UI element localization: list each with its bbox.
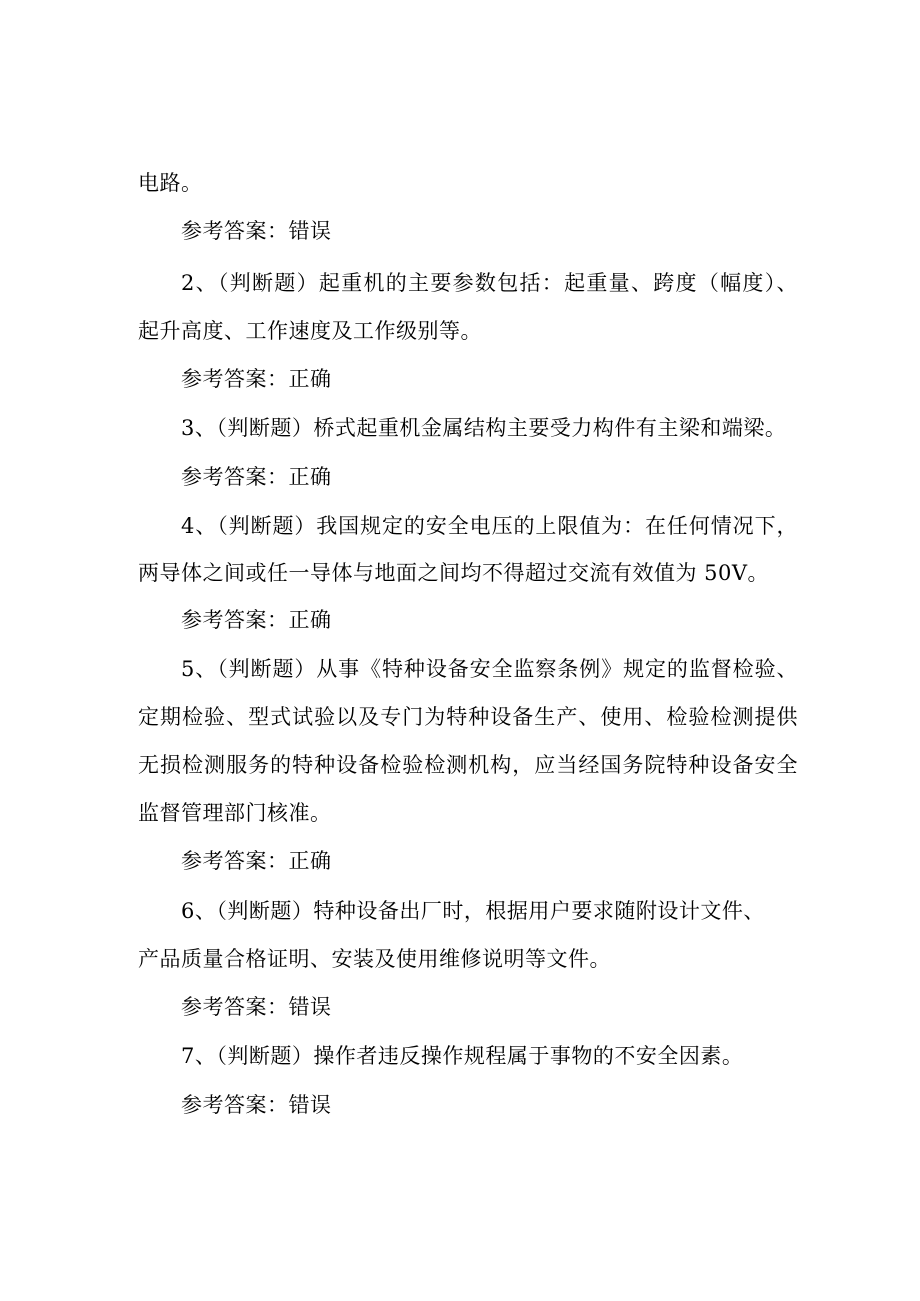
- question-3: 3、（判断题）桥式起重机金属结构主要受力构件有主梁和端梁。: [181, 416, 787, 440]
- answer-2: 参考答案：正确: [181, 367, 332, 391]
- question-7: 7、（判断题）操作者违反操作规程属于事物的不安全因素。: [181, 1044, 744, 1068]
- question-6-line-2: 产品质量合格证明、安装及使用维修说明等文件。: [138, 947, 611, 971]
- answer-6: 参考答案：错误: [181, 995, 332, 1019]
- answer-4: 参考答案：正确: [181, 608, 332, 632]
- question-5-line-2: 定期检验、型式试验以及专门为特种设备生产、使用、检验检测提供: [138, 705, 798, 729]
- answer-1: 参考答案：错误: [181, 219, 332, 243]
- question-1-continuation: 电路。: [138, 171, 203, 195]
- question-2-line-2: 起升高度、工作速度及工作级别等。: [138, 319, 482, 343]
- question-5-line-3: 无损检测服务的特种设备检验检测机构，应当经国务院特种设备安全: [138, 753, 798, 777]
- answer-5: 参考答案：正确: [181, 849, 332, 873]
- question-2-line-1: 2、（判断题）起重机的主要参数包括：起重量、跨度（幅度）、: [181, 271, 798, 295]
- answer-7: 参考答案：错误: [181, 1093, 332, 1117]
- question-6-line-1: 6、（判断题）特种设备出厂时，根据用户要求随附设计文件、: [181, 899, 765, 923]
- question-5-line-4: 监督管理部门核准。: [138, 801, 332, 825]
- question-4-line-1: 4、（判断题）我国规定的安全电压的上限值为：在任何情况下，: [181, 514, 798, 538]
- question-5-line-1: 5、（判断题）从事《特种设备安全监察条例》规定的监督检验、: [181, 657, 798, 681]
- question-4-line-2: 两导体之间或任一导体与地面之间均不得超过交流有效值为 50V。: [138, 561, 770, 585]
- answer-3: 参考答案：正确: [181, 465, 332, 489]
